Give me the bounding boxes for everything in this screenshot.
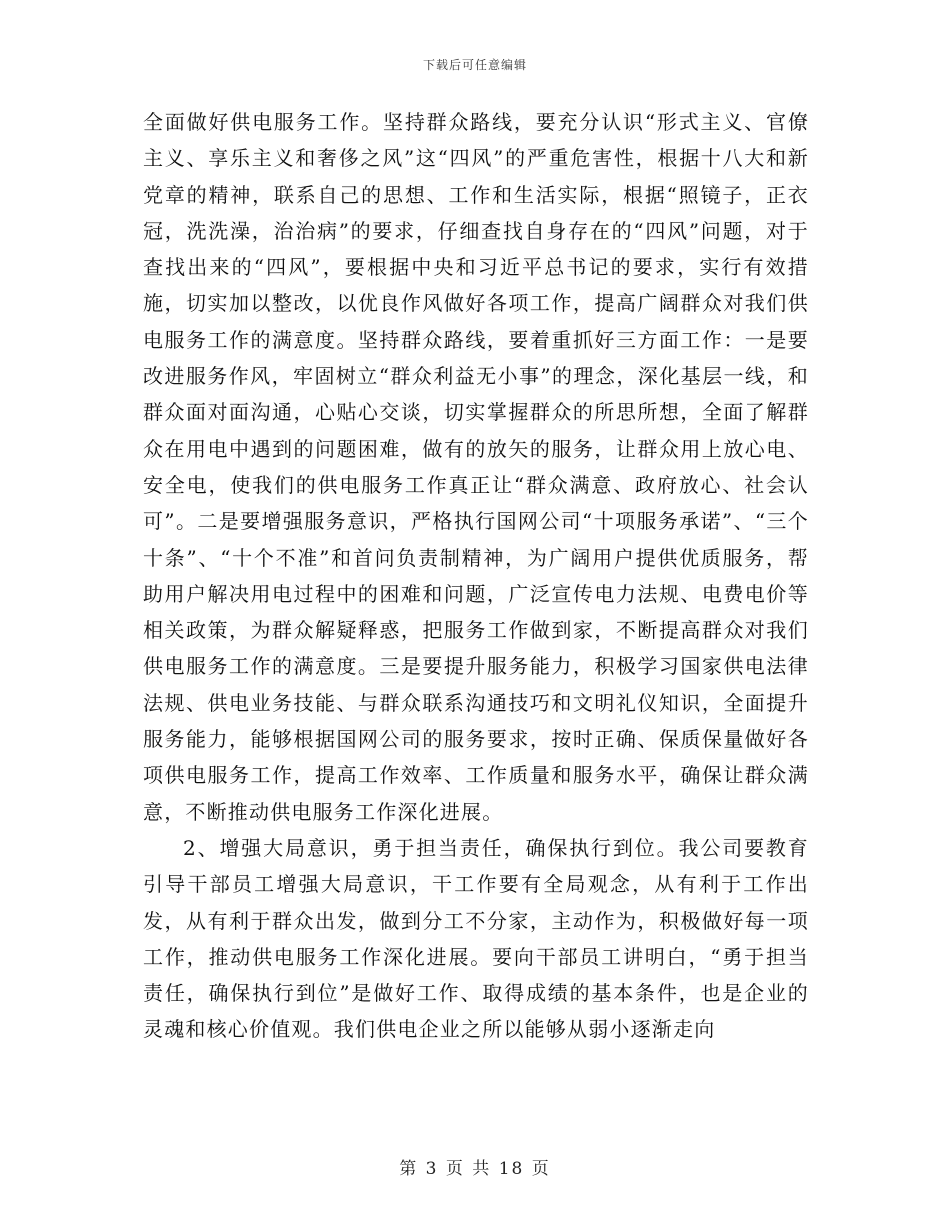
paragraph-continued: 全面做好供电服务工作。坚持群众路线，要充分认识“形式主义、官僚主义、享乐主义和奢侈之风”这“四风”的严重危害性，根据十八大和新党章的精神，联系自己的思想、工作和生活实际，根据“照镜子，正衣冠，洗洗澡，治治病”的要求，仔细查找自身存在的“四风”问题，对于查找出来的“四风”，要根据中央和习近平总书记的要求，实行有效措施，切实加以整改，以优良作风做好各项工作，提高广阔群众对我们供电服务工作的满意度。坚持群众路线，要着重抓好三方面工作：一是要改进服务作风，牢固树立“群众利益无小事”的理念，深化基层一线，和群众面对面沟通，心贴心交谈，切实掌握群众的所思所想，全面了解群众在用电中遇到的问题困难，做有的放矢的服务，让群众用上放心电、安全电，使我们的供电服务工作真正让“群众满意、政府放心、社会认可”。二是要增强服务意识，严格执行国网公司“十项服务承诺”、“三个十条”、“十个不准”和首问负责制精神，为广阔用户提供优质服务，帮助用户解决用电过程中的困难和问题，广泛宣传电力法规、电费电价等相关政策，为群众解疑释惑，把服务工作做到家，不断提高群众对我们供电服务工作的满意度。三是要提升服务能力，积极学习国家供电法律法规、供电业务技能、与群众联系沟通技巧和文明礼仪知识，全面提升服务能力，能够根据国网公司的服务要求，按时正确、保质保量做好各项供电服务工作，提高工作效率、工作质量和服务水平，确保让群众满意，不断推动供电服务工作深化进展。 [143,110,809,824]
page-header-note: 下载后可任意编辑 [422,58,527,72]
document-body [143,104,809,1048]
paragraph-section-2: 2、增强大局意识，勇于担当责任，确保执行到位。我公司要教育引导干部员工增强大局意识，干工作要有全局观念，从有利于工作出发，从有利于群众出发，做到分工不分家，主动作为，积极做好每一项工作，推动供电服务工作深化进展。要向干部员工讲明白，“勇于担当责任，确保执行到位”是做好工作、取得成绩的基本条件，也是企业的灵魂和核心价值观。我们供电企业之所以能够从弱小逐渐走向 [143,835,809,1042]
page-number: 第 3 页 共 18 页 [399,1159,551,1179]
